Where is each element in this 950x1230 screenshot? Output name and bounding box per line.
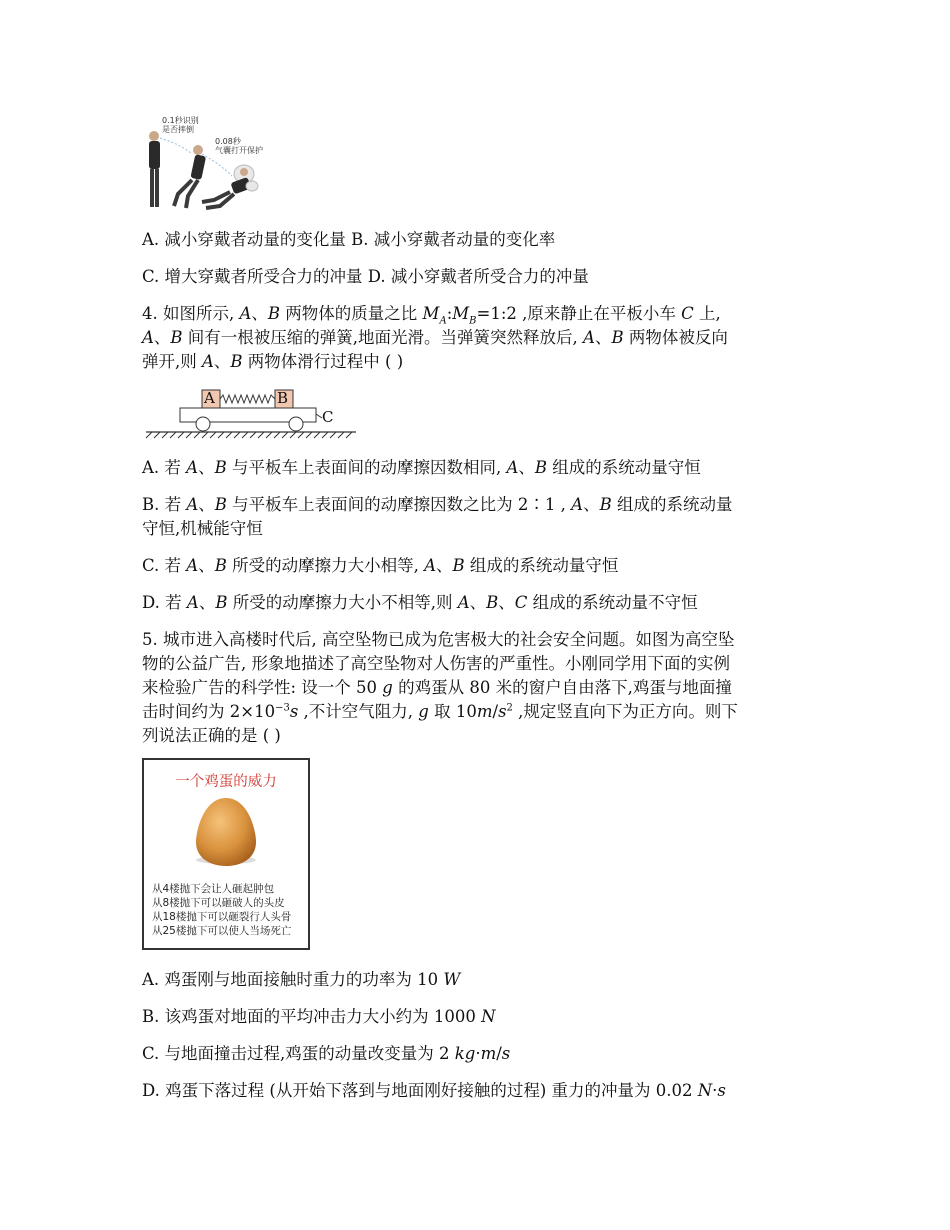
egg-poster — [142, 758, 310, 950]
q4-stem-line-3: 弹开,则 A、B 两物体滑行过程中 ( ) — [142, 352, 404, 371]
q4-stem-line-2: A、B 间有一根被压缩的弹簧,地面光滑。当弹簧突然释放后, A、B 两物体被反向 — [142, 328, 728, 347]
q4-option-a: A. 若 A、B 与平板车上表面间的动摩擦因数相同, A、B 组成的系统动量守恒 — [142, 458, 701, 477]
q3-options-ab: A. 减小穿戴者动量的变化量 B. 减小穿戴者动量的变化率 — [142, 230, 556, 249]
q5-stem-line-1: 5. 城市进入高楼时代后, 高空坠物已成为危害极大的社会安全问题。如图为高空坠 — [142, 630, 735, 649]
airbag-figure — [140, 114, 280, 214]
q5-option-b: B. 该鸡蛋对地面的平均冲击力大小约为 1000 N — [142, 1007, 496, 1026]
caption-2: 0.08秒 气囊打开保护 — [215, 137, 263, 155]
poster-title: 一个鸡蛋的威力 — [175, 774, 277, 790]
q4-option-c: C. 若 A、B 所受的动摩擦力大小相等, A、B 组成的系统动量守恒 — [142, 556, 619, 575]
egg-illustration — [144, 786, 308, 886]
q5-stem-line-5: 列说法正确的是 ( ) — [142, 726, 281, 745]
block-b-label: B — [277, 389, 289, 407]
q5-stem-line-3: 来检验广告的科学性: 设一个 50 g 的鸡蛋从 80 米的窗户自由落下,鸡蛋与地面撞 — [142, 678, 732, 697]
caption-1: 0.1秒识别 是否摔倒 — [162, 116, 199, 134]
q5-stem-line-4: 击时间约为 $2\times 10^{-3}s$ ,不计空气阻力, g 取 $10m/s^2$ ,规定竖直向下为正方向。则下 — [142, 702, 738, 721]
cart-c-label: C — [322, 408, 334, 426]
cart-spring-figure — [142, 386, 362, 442]
q3-options-cd: C. 增大穿戴者所受合力的冲量 D. 减小穿戴者所受合力的冲量 — [142, 267, 589, 286]
q5-option-c: C. 与地面撞击过程,鸡蛋的动量改变量为 2 kg·m/s — [142, 1044, 511, 1063]
q5-option-a: A. 鸡蛋刚与地面接触时重力的功率为 10 W — [142, 970, 461, 989]
poster-text: 从4楼抛下会让人砸起肿包 从8楼抛下可以砸破人的头皮 从18楼抛下可以砸裂行人头骨 从25楼抛下可以使人当场死亡 — [152, 883, 292, 937]
q5-option-d: D. 鸡蛋下落过程 (从开始下落到与地面刚好接触的过程) 重力的冲量为 0.02 N·s — [142, 1081, 726, 1100]
block-a-label: A — [204, 389, 215, 407]
q4-option-b: B. 若 A、B 与平板车上表面间的动摩擦因数之比为 2∶1 , A、B 组成的系统动量 — [142, 495, 733, 514]
q5-stem-line-2: 物的公益广告, 形象地描述了高空坠物对人伤害的严重性。小刚同学用下面的实例 — [142, 654, 730, 673]
airbag-sequence-illustration — [140, 114, 280, 214]
q4-stem-line-1: 4. 如图所示, A、B 两物体的质量之比 $M_A:M_B=1:2$ ,原来静止在平板小车 C 上, — [142, 304, 721, 327]
q4-option-d: D. 若 A、B 所受的动摩擦力大小不相等,则 A、B、C 组成的系统动量不守恒 — [142, 593, 698, 612]
q4-option-b-cont: 守恒,机械能守恒 — [142, 519, 263, 538]
